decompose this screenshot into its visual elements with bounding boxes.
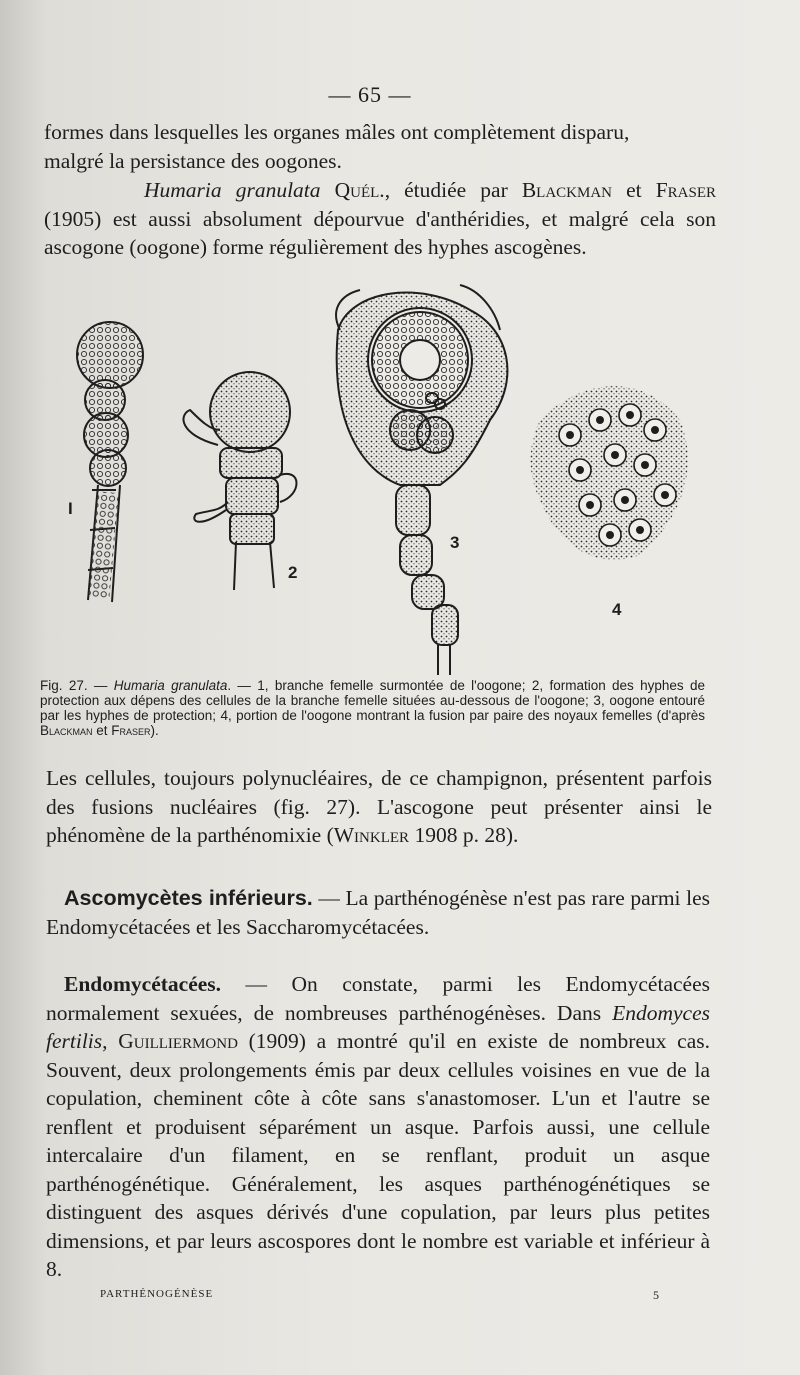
section-text: — La parthénogénèse n'est pas rare parmi les Endomycétacées et les Saccharomycétacées.	[46, 886, 710, 939]
caption-species: Humaria granulata	[113, 678, 228, 693]
paragraph-1	[44, 118, 716, 175]
drawing-3-oogone	[336, 285, 507, 675]
figure-label-3: 3	[450, 533, 460, 552]
species-name: Humaria granulata	[144, 178, 321, 202]
author-winkler: Winkler	[333, 823, 410, 847]
drawing-4-nuclei-fusion	[531, 386, 688, 560]
endomyces-species: Endomyces fertilis	[46, 1000, 710, 1053]
caption-author-fraser: Fraser	[111, 723, 151, 738]
para4-text1: — On constate, parmi les Endomycétacées normalement sexuées, de nombreuses parthénogénèses. Dans	[46, 972, 710, 1025]
section-ascomycetes	[46, 884, 710, 941]
para1-line2: malgré la persistance des oogones.	[44, 148, 342, 173]
figure-caption	[40, 678, 705, 738]
caption-text3: ).	[150, 723, 159, 738]
footer-sheet-number: 5	[653, 1288, 660, 1302]
subsection-heading: Endomycétacées.	[64, 972, 222, 996]
para2-text3: (1905) est aussi absolument dépourvue d'anthéridies, et malgré cela son ascogone (oogone) forme régulièrement des hyphes ascogènes.	[44, 206, 716, 259]
author-guilliermond: Guilliermond	[118, 1029, 238, 1053]
section-heading: Ascomycètes inférieurs.	[64, 886, 313, 910]
author-fraser: Fraser	[655, 178, 716, 202]
drawing-1-female-branch	[77, 322, 143, 602]
caption-author-blackman: Blackman	[40, 723, 93, 738]
figure-label-4: 4	[612, 600, 622, 619]
para1-line1: formes dans lesquelles les organes mâles ont complètement disparu,	[44, 120, 630, 144]
drawing-2-protection-hyphae	[183, 372, 296, 590]
figure-label-1: I	[68, 499, 73, 518]
page-footer	[100, 1288, 660, 1303]
caption-prefix: Fig. 27. —	[40, 678, 114, 693]
para2-text2: et	[612, 178, 656, 202]
paragraph-3	[46, 764, 712, 850]
para4-text2: ,	[102, 1029, 119, 1053]
paragraph-endomycetacees	[46, 970, 710, 1284]
para3-text2: 1908 p. 28).	[409, 823, 519, 847]
para3-text1: Les cellules, toujours polynucléaires, de ce champignon, présentent parfois des fusions nucléaires (fig. 27). L'ascogone peut présenter ainsi le phénomène de la parthénomixie (	[46, 766, 712, 847]
figure-27-illustration	[40, 270, 740, 680]
page-number: — 65 —	[328, 82, 412, 107]
figure-label-2: 2	[288, 563, 298, 582]
para4-text3: (1909) a montré qu'il en existe de nombreux cas. Souvent, deux prolongements émis par deux cellules voisines en vue de la copulation, cheminent côte à côte sans s'anastomoser. L'un et l'autre se renflent et produisent séparément un asque. Parfois aussi, une cellule intercalaire d'un filament, en se renflant, produit un asque parthénogénétique. Généralement, les asques parthénogénétiques se distinguent des asques dérivés d'une copulation, par leurs plus petites dimensions, et par leurs ascospores dont le nombre est variable et inférieur à 8.	[46, 1029, 710, 1281]
paragraph-2	[44, 176, 716, 262]
author-blackman: Blackman	[521, 178, 613, 202]
caption-text2: et	[92, 723, 112, 738]
footer-signature: PARTHÉNOGÉNÈSE	[100, 1288, 214, 1300]
author-name: Quél.	[334, 178, 385, 202]
para2-text1: , étudiée par	[384, 178, 522, 202]
caption-text1: . — 1, branche femelle surmontée de l'oogone; 2, formation des hyphes de protection aux dépens des cellules de la branche femelle situées au-dessous de l'oogone; 3, oogone entouré par les hyphes de protection; 4, portion de l'oogone montrant la fusion par paire des noyaux femelles (d'après	[40, 678, 705, 723]
